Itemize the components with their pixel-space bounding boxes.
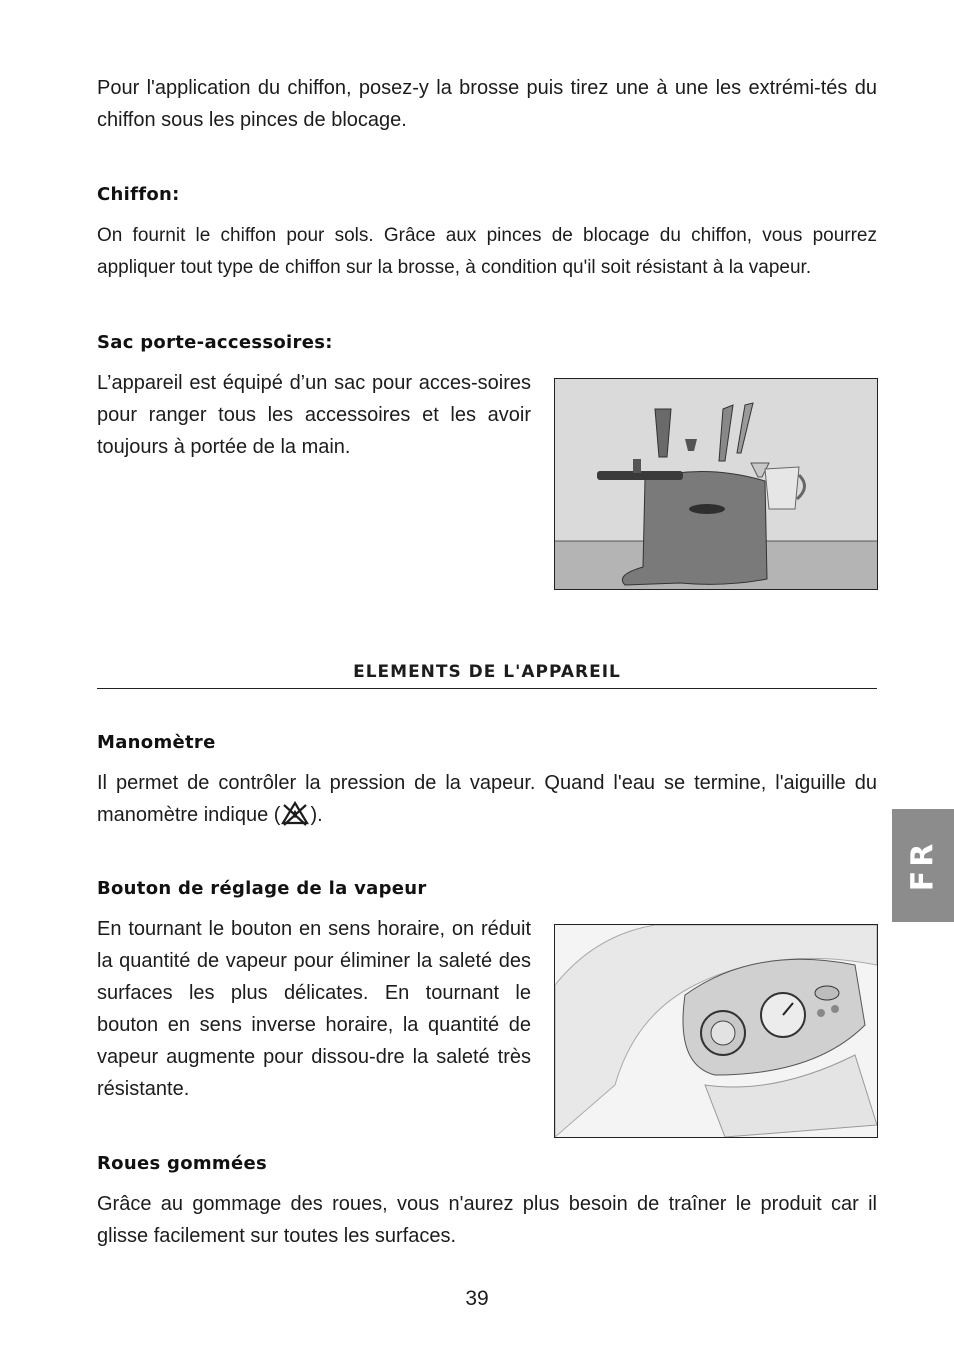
manometre-text-before: Il permet de contrôler la pression de la vapeur. Quand l'eau se termine, l'aiguille du manomètre indique ( <box>97 772 877 826</box>
sac-paragraph: L’appareil est équipé d’un sac pour acces-soires pour ranger tous les accessoires et les avoir toujours à portée de la main. <box>97 372 531 458</box>
manometre-text-after: ). <box>310 804 323 826</box>
steam-control-panel-image <box>554 924 878 1138</box>
intro-paragraph: Pour l'application du chiffon, posez-y la brosse puis tirez une à une les extrémi-tés du chiffon sous les pinces de blocage. <box>97 77 877 131</box>
page-number: 39 <box>465 1287 489 1310</box>
accessory-bag-image <box>554 378 878 590</box>
section-divider <box>97 688 877 689</box>
sac-heading: Sac porte-accessoires: <box>97 332 333 353</box>
language-tab <box>892 809 954 922</box>
section-title: ELEMENTS DE L'APPAREIL <box>353 662 621 682</box>
roues-paragraph: Grâce au gommage des roues, vous n'aurez plus besoin de traîner le produit car il glisse facilement sur toutes les surfaces. <box>97 1193 877 1247</box>
manometre-paragraph <box>97 767 877 831</box>
bouton-paragraph: En tournant le bouton en sens horaire, on réduit la quantité de vapeur pour éliminer la saleté des surfaces les plus délicates. En tournant le bouton en sens inverse horaire, la quantité de vapeur augmente pour dissou-dre la saleté très résistante. <box>97 918 531 1100</box>
language-tab-label: FR <box>905 839 941 892</box>
roues-heading: Roues gommées <box>97 1153 268 1174</box>
chiffon-paragraph: On fournit le chiffon pour sols. Grâce aux pinces de blocage du chiffon, vous pourrez appliquer tout type de chiffon sur la brosse, à condition qu'il soit résistant à la vapeur. <box>97 225 877 278</box>
chiffon-heading: Chiffon: <box>97 184 180 205</box>
bouton-heading: Bouton de réglage de la vapeur <box>97 878 427 899</box>
empty-water-warning-icon <box>280 801 310 827</box>
manometre-heading: Manomètre <box>97 732 216 753</box>
